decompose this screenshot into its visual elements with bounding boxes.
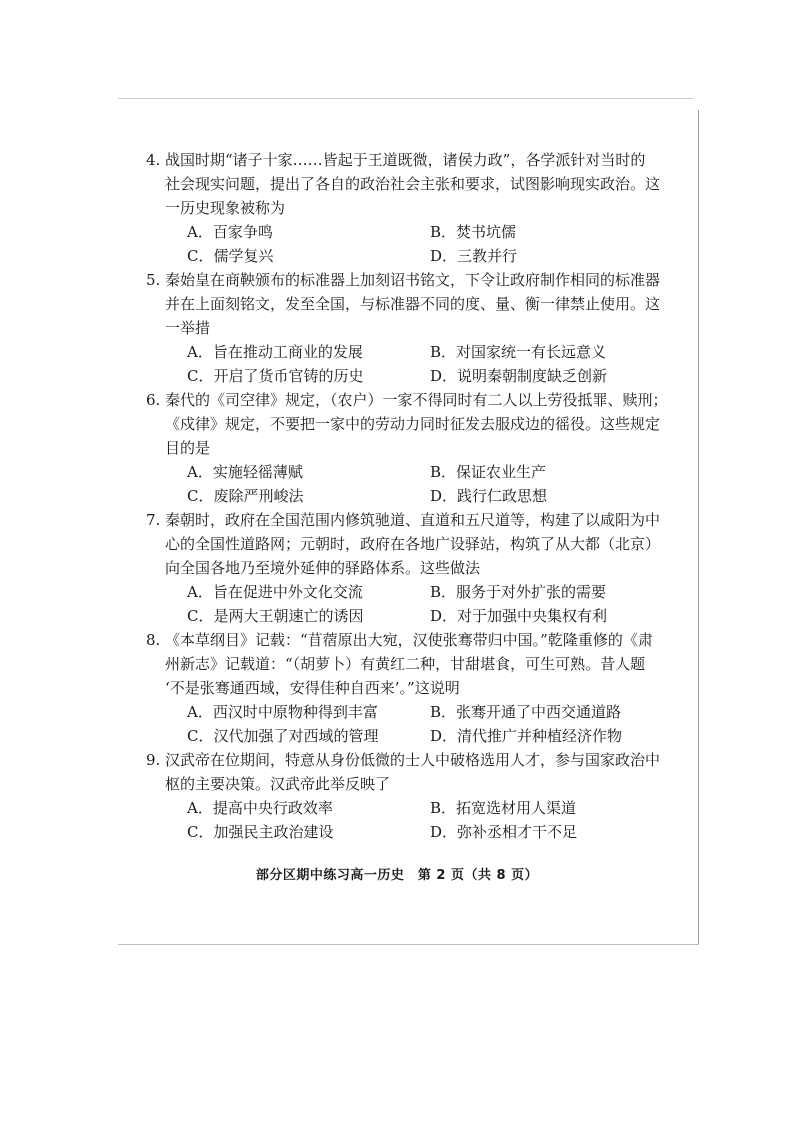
scan-bottom-rule bbox=[118, 944, 699, 945]
option-c: C．加强民主政治建设 bbox=[187, 823, 334, 841]
option-d: D．说明秦朝制度缺乏创新 bbox=[430, 367, 608, 385]
option-a: A．旨在促进中外文化交流 bbox=[187, 583, 363, 601]
question-text: 战国时期“诸子十家……皆起于王道既微，诸侯力政”，各学派针对当时的 bbox=[165, 151, 646, 169]
option-c: C．开启了货币官铸的历史 bbox=[187, 367, 364, 385]
option-row bbox=[165, 724, 645, 748]
question-number: 6. bbox=[146, 391, 161, 409]
option-row bbox=[165, 700, 645, 724]
question-line bbox=[146, 388, 668, 412]
option-c: C．废除严刑峻法 bbox=[187, 487, 304, 505]
scan-right-rule bbox=[698, 110, 699, 945]
option-row bbox=[165, 244, 645, 268]
exam-page-content bbox=[146, 148, 668, 844]
question-text: 汉武帝在位期间，特意从身份低微的士人中破格选用人才，参与国家政治中 bbox=[165, 751, 661, 769]
question-text: ‘不是张骞通西域，安得佳种自西来’。”这说明 bbox=[165, 679, 460, 697]
question-text: 《本草纲目》记载：“苜蓿原出大宛，汉使张骞带归中国。”乾隆重修的《肃 bbox=[165, 631, 653, 649]
question-text: 心的全国性道路网；元朝时，政府在各地广设驿站，构筑了从大都（北京） bbox=[165, 535, 661, 553]
scan-top-rule bbox=[118, 98, 693, 99]
question-9 bbox=[146, 748, 661, 844]
option-d: D．三教并行 bbox=[430, 247, 518, 265]
question-5 bbox=[146, 268, 661, 388]
question-text: 一举措 bbox=[165, 319, 211, 337]
option-c: C．汉代加强了对西域的管理 bbox=[187, 727, 379, 745]
question-text: 并在上面刻铭文，发至全国，与标准器不同的度、量、衡一律禁止使用。这 bbox=[165, 295, 661, 313]
question-text: 秦始皇在商鞅颁布的标准器上加刻诏书铭文，下令让政府制作相同的标准器 bbox=[165, 271, 661, 289]
option-row bbox=[165, 484, 645, 508]
option-row bbox=[165, 604, 645, 628]
option-a: A．西汉时中原物种得到丰富 bbox=[187, 703, 378, 721]
question-8 bbox=[146, 628, 653, 748]
question-text: 向全国各地乃至境外延伸的驿路体系。这些做法 bbox=[165, 559, 481, 577]
question-number: 5. bbox=[146, 271, 161, 289]
question-text: 社会现实问题，提出了各自的政治社会主张和要求，试图影响现实政治。这 bbox=[165, 175, 661, 193]
question-line bbox=[146, 268, 661, 292]
question-6 bbox=[146, 388, 668, 508]
question-number: 8. bbox=[146, 631, 161, 649]
question-number: 4. bbox=[146, 151, 161, 169]
question-number: 9. bbox=[146, 751, 161, 769]
option-row bbox=[165, 580, 645, 604]
page-footer: 部分区期中练习高一历史 第 2 页（共 8 页） bbox=[255, 868, 539, 883]
option-d: D．对于加强中央集权有利 bbox=[430, 607, 608, 625]
option-a: A．百家争鸣 bbox=[187, 223, 273, 241]
option-b: B．焚书坑儒 bbox=[430, 223, 517, 241]
option-b: B．保证农业生产 bbox=[430, 463, 547, 481]
option-b: B．张骞开通了中西交通道路 bbox=[430, 703, 622, 721]
question-text: 州新志》记载道：“（胡萝卜）有黄红二种，甘甜堪食，可生可熟。昔人题 bbox=[165, 655, 646, 673]
option-row bbox=[165, 340, 645, 364]
option-a: A．提高中央行政效率 bbox=[187, 799, 333, 817]
option-d: D．践行仁政思想 bbox=[430, 487, 548, 505]
question-text: 秦代的《司空律》规定，（农户）一家不得同时有二人以上劳役抵罪、赎刑； bbox=[165, 391, 668, 409]
question-4 bbox=[146, 148, 661, 268]
option-row bbox=[165, 460, 645, 484]
question-line bbox=[146, 148, 645, 172]
option-d: D．弥补丞相才干不足 bbox=[430, 823, 578, 841]
question-text: 秦朝时，政府在全国范围内修筑驰道、直道和五尺道等，构建了以咸阳为中 bbox=[165, 511, 661, 529]
option-row bbox=[165, 364, 645, 388]
option-b: B．拓宽选材用人渠道 bbox=[430, 799, 577, 817]
option-b: B．对国家统一有长远意义 bbox=[430, 343, 607, 361]
question-line bbox=[146, 628, 653, 652]
question-7 bbox=[146, 508, 661, 628]
question-text: 《戍律》规定，不要把一家中的劳动力同时征发去服戍边的徭役。这些规定 bbox=[165, 415, 661, 433]
option-row bbox=[165, 220, 645, 244]
option-row bbox=[165, 820, 645, 844]
option-c: C．儒学复兴 bbox=[187, 247, 274, 265]
option-a: A．实施轻徭薄赋 bbox=[187, 463, 303, 481]
option-a: A．旨在推动工商业的发展 bbox=[187, 343, 363, 361]
question-text: 一历史现象被称为 bbox=[165, 199, 286, 217]
option-b: B．服务于对外扩张的需要 bbox=[430, 583, 607, 601]
option-d: D．清代推广并种植经济作物 bbox=[430, 727, 623, 745]
option-c: C．是两大王朝速亡的诱因 bbox=[187, 607, 364, 625]
question-line bbox=[146, 508, 661, 532]
question-line bbox=[146, 748, 661, 772]
option-row bbox=[165, 796, 645, 820]
question-number: 7. bbox=[146, 511, 161, 529]
question-text: 枢的主要决策。汉武帝此举反映了 bbox=[165, 775, 391, 793]
question-text: 目的是 bbox=[165, 439, 211, 457]
